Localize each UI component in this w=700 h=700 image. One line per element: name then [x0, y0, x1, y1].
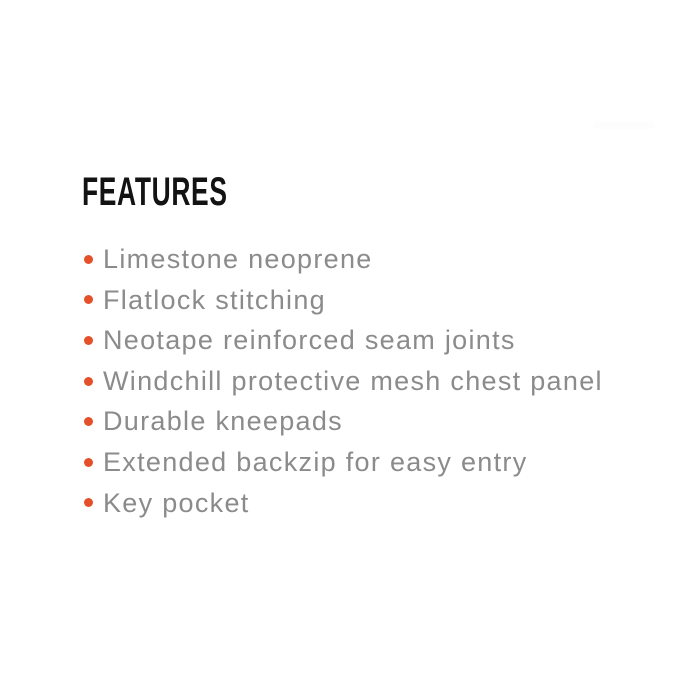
feature-item-label: Key pocket: [103, 487, 250, 518]
bullet-icon: [84, 295, 93, 304]
feature-item: [82, 280, 603, 321]
features-list: [82, 239, 603, 523]
feature-item-label: Limestone neoprene: [103, 244, 373, 274]
bullet-icon: [84, 336, 93, 345]
features-heading: FEATURES: [82, 170, 228, 214]
feature-item-label: Durable kneepads: [103, 406, 343, 437]
feature-item: [82, 320, 603, 361]
feature-item-label: Flatlock stitching: [103, 284, 326, 315]
faint-artifact: [594, 121, 654, 129]
feature-item: [82, 401, 603, 442]
bullet-icon: [84, 255, 93, 264]
bullet-icon: [84, 458, 93, 467]
feature-item: [82, 361, 603, 402]
feature-item: [82, 239, 603, 280]
feature-item-label: Extended backzip for easy entry: [103, 446, 528, 477]
feature-item-label: Windchill protective mesh chest panel: [103, 365, 603, 396]
feature-item-label: Neotape reinforced seam joints: [103, 325, 516, 356]
bullet-icon: [84, 417, 93, 426]
bullet-icon: [84, 377, 93, 386]
feature-item: [82, 442, 603, 483]
feature-item: [82, 483, 603, 524]
bullet-icon: [84, 498, 93, 507]
